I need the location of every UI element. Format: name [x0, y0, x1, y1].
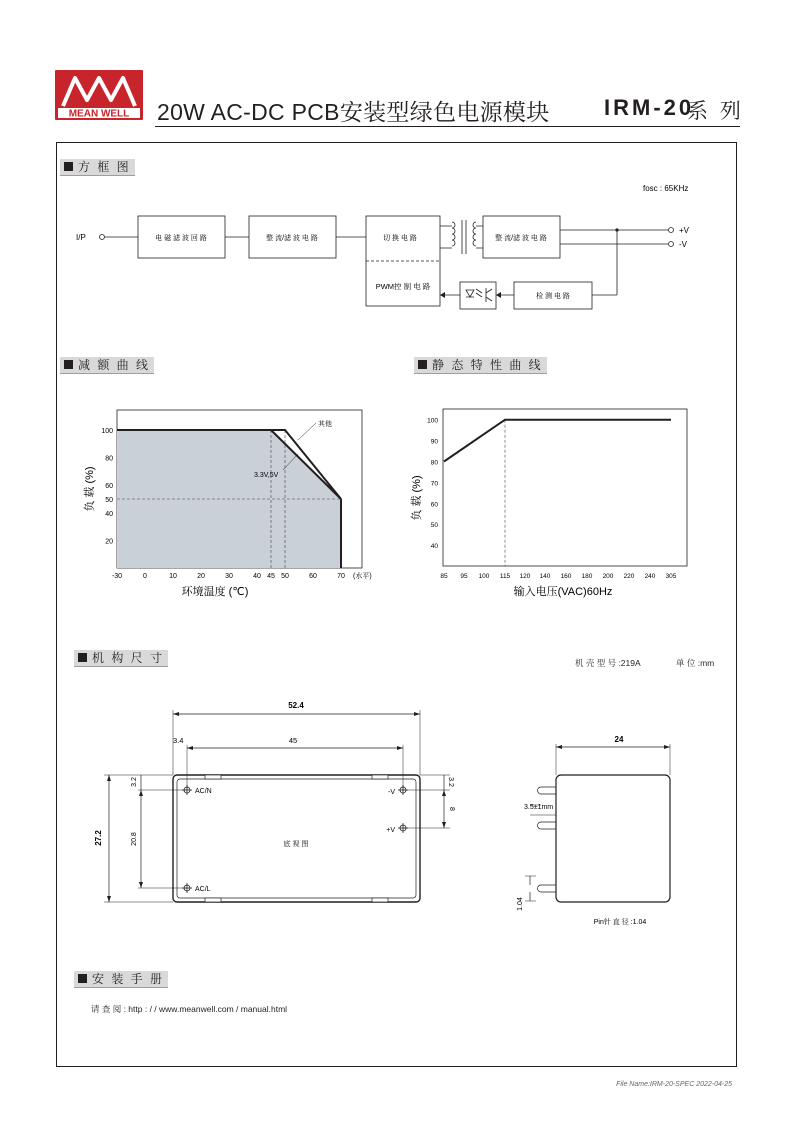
rectifier2-label: 整 流/滤 波 电 路 — [495, 235, 547, 242]
bottom-view-label: 底 视 图 — [283, 841, 309, 848]
square-bullet-icon — [418, 360, 427, 369]
section-label: 机 构 尺 寸 — [92, 651, 165, 665]
y-tick-label: 60 — [430, 501, 438, 509]
fosc-label: fosc : 65KHz — [643, 184, 689, 193]
dim-top-left: 3.2 — [131, 777, 138, 787]
section-label: 方 框 图 — [78, 160, 131, 174]
x-tick-label: 40 — [253, 573, 261, 580]
dim-pitch: 45 — [288, 736, 298, 745]
y-tick-label: 80 — [430, 459, 438, 467]
block-diagram — [0, 0, 794, 340]
section-mechanical — [74, 650, 168, 667]
x-unit-label: (水平) — [353, 573, 372, 580]
footer-filename: File Name:IRM-20-SPEC 2022-04-25 — [616, 1081, 732, 1088]
mechanical-drawing — [0, 690, 794, 940]
dim-side-depth: 24 — [614, 735, 624, 744]
x-tick-label: 180 — [581, 573, 593, 580]
y-tick-label: 100 — [427, 417, 438, 425]
logo-text: MEAN WELL — [68, 108, 130, 120]
dim-edge: 3.4 — [173, 736, 184, 745]
detection-label: 检 测 电 路 — [536, 293, 570, 300]
section-label: 安 装 手 册 — [92, 972, 165, 986]
x-tick-label: 10 — [169, 573, 177, 580]
x-axis-title: 环境温度 (℃) — [181, 586, 249, 598]
static-chart — [400, 380, 794, 610]
y-tick-label: 60 — [105, 483, 113, 491]
x-tick-label: 115 — [499, 573, 511, 580]
pin-vminus-label: -V — [388, 789, 395, 796]
x-tick-label: 120 — [519, 573, 531, 580]
dim-height: 27.2 — [94, 830, 103, 846]
pin-length-label: 3.5±1mm — [524, 804, 554, 811]
pwm-control-label: PWM控 制 电 路 — [375, 282, 431, 291]
pin-vplus-label: +V — [386, 827, 395, 834]
pin-dia-note: Pin针 直 径 :1.04 — [593, 919, 647, 926]
section-install — [74, 971, 168, 988]
section-label: 减 额 曲 线 — [78, 358, 151, 372]
y-tick-label: 100 — [101, 428, 113, 435]
x-tick-label: 240 — [644, 573, 656, 580]
square-bullet-icon — [64, 360, 73, 369]
dim-right-span: 8 — [448, 807, 455, 811]
x-axis-title: 输入电压(VAC)60Hz — [513, 586, 613, 598]
square-bullet-icon — [78, 653, 87, 662]
derating-chart — [0, 380, 400, 610]
vplus-label: +V — [679, 226, 690, 235]
y-tick-label: 50 — [105, 497, 113, 504]
y-tick-label: 20 — [105, 538, 113, 546]
section-label: 静 态 特 性 曲 线 — [432, 358, 543, 372]
dim-width: 52.4 — [288, 701, 304, 710]
x-tick-label: 160 — [560, 573, 572, 580]
title-main: 20W AC-DC PCB安装型绿色电源模块 — [157, 99, 550, 125]
dim-top-right: 3.2 — [447, 777, 454, 787]
x-tick-label: 70 — [337, 573, 345, 580]
x-tick-label: 220 — [623, 573, 635, 580]
x-tick-label: -30 — [111, 573, 123, 580]
y-axis-title: 负 载 (%) — [84, 466, 96, 512]
x-tick-label: 50 — [281, 573, 289, 580]
x-tick-label: 140 — [539, 573, 551, 580]
square-bullet-icon — [78, 974, 87, 983]
series-label-other: 其他 — [318, 421, 332, 428]
x-tick-label: 100 — [478, 573, 490, 580]
pin-acn-label: AC/N — [195, 788, 212, 795]
plot-frame — [443, 409, 687, 566]
switching-label: 切 换 电 路 — [383, 235, 417, 242]
x-tick-label: 45 — [267, 573, 275, 580]
x-tick-label: 60 — [309, 573, 317, 580]
x-tick-label: 305 — [665, 573, 677, 580]
y-axis-title: 负 载 (%) — [411, 475, 423, 521]
y-tick-label: 40 — [105, 510, 113, 518]
install-text: 请 查 阅 : http : / / www.meanwell.com / manual.html — [91, 1004, 288, 1014]
title-series: 系 列 — [687, 100, 744, 123]
dim-pin-span: 20.8 — [131, 832, 138, 846]
pin-dia-dim: 1.04 — [517, 897, 524, 911]
pin-acl-label: AC/L — [195, 886, 211, 893]
unit-label: 单 位 :mm — [676, 658, 715, 668]
y-tick-label: 50 — [430, 522, 438, 530]
section-derating — [60, 357, 154, 374]
y-tick-label: 70 — [430, 480, 438, 488]
vminus-label: -V — [679, 240, 687, 249]
y-tick-label: 40 — [430, 543, 438, 551]
y-tick-label: 80 — [105, 455, 113, 463]
input-label: I/P — [76, 233, 86, 242]
x-tick-label: 95 — [460, 573, 468, 580]
section-static — [414, 357, 547, 374]
x-tick-label: 30 — [225, 573, 233, 580]
x-tick-label: 85 — [440, 573, 448, 580]
x-tick-label: 20 — [197, 573, 205, 580]
x-tick-label: 200 — [602, 573, 614, 580]
case-number: 机 壳 型 号 :219A — [575, 658, 641, 668]
x-tick-label: 0 — [143, 573, 147, 580]
y-tick-label: 90 — [430, 438, 438, 446]
series-label-33v5v: 3.3V,5V — [254, 472, 279, 479]
title-model: IRM-20 — [604, 95, 695, 120]
emi-filter-label: 电 磁 滤 波 回 路 — [155, 235, 207, 242]
rectifier1-label: 整 流/滤 波 电 路 — [266, 235, 318, 242]
